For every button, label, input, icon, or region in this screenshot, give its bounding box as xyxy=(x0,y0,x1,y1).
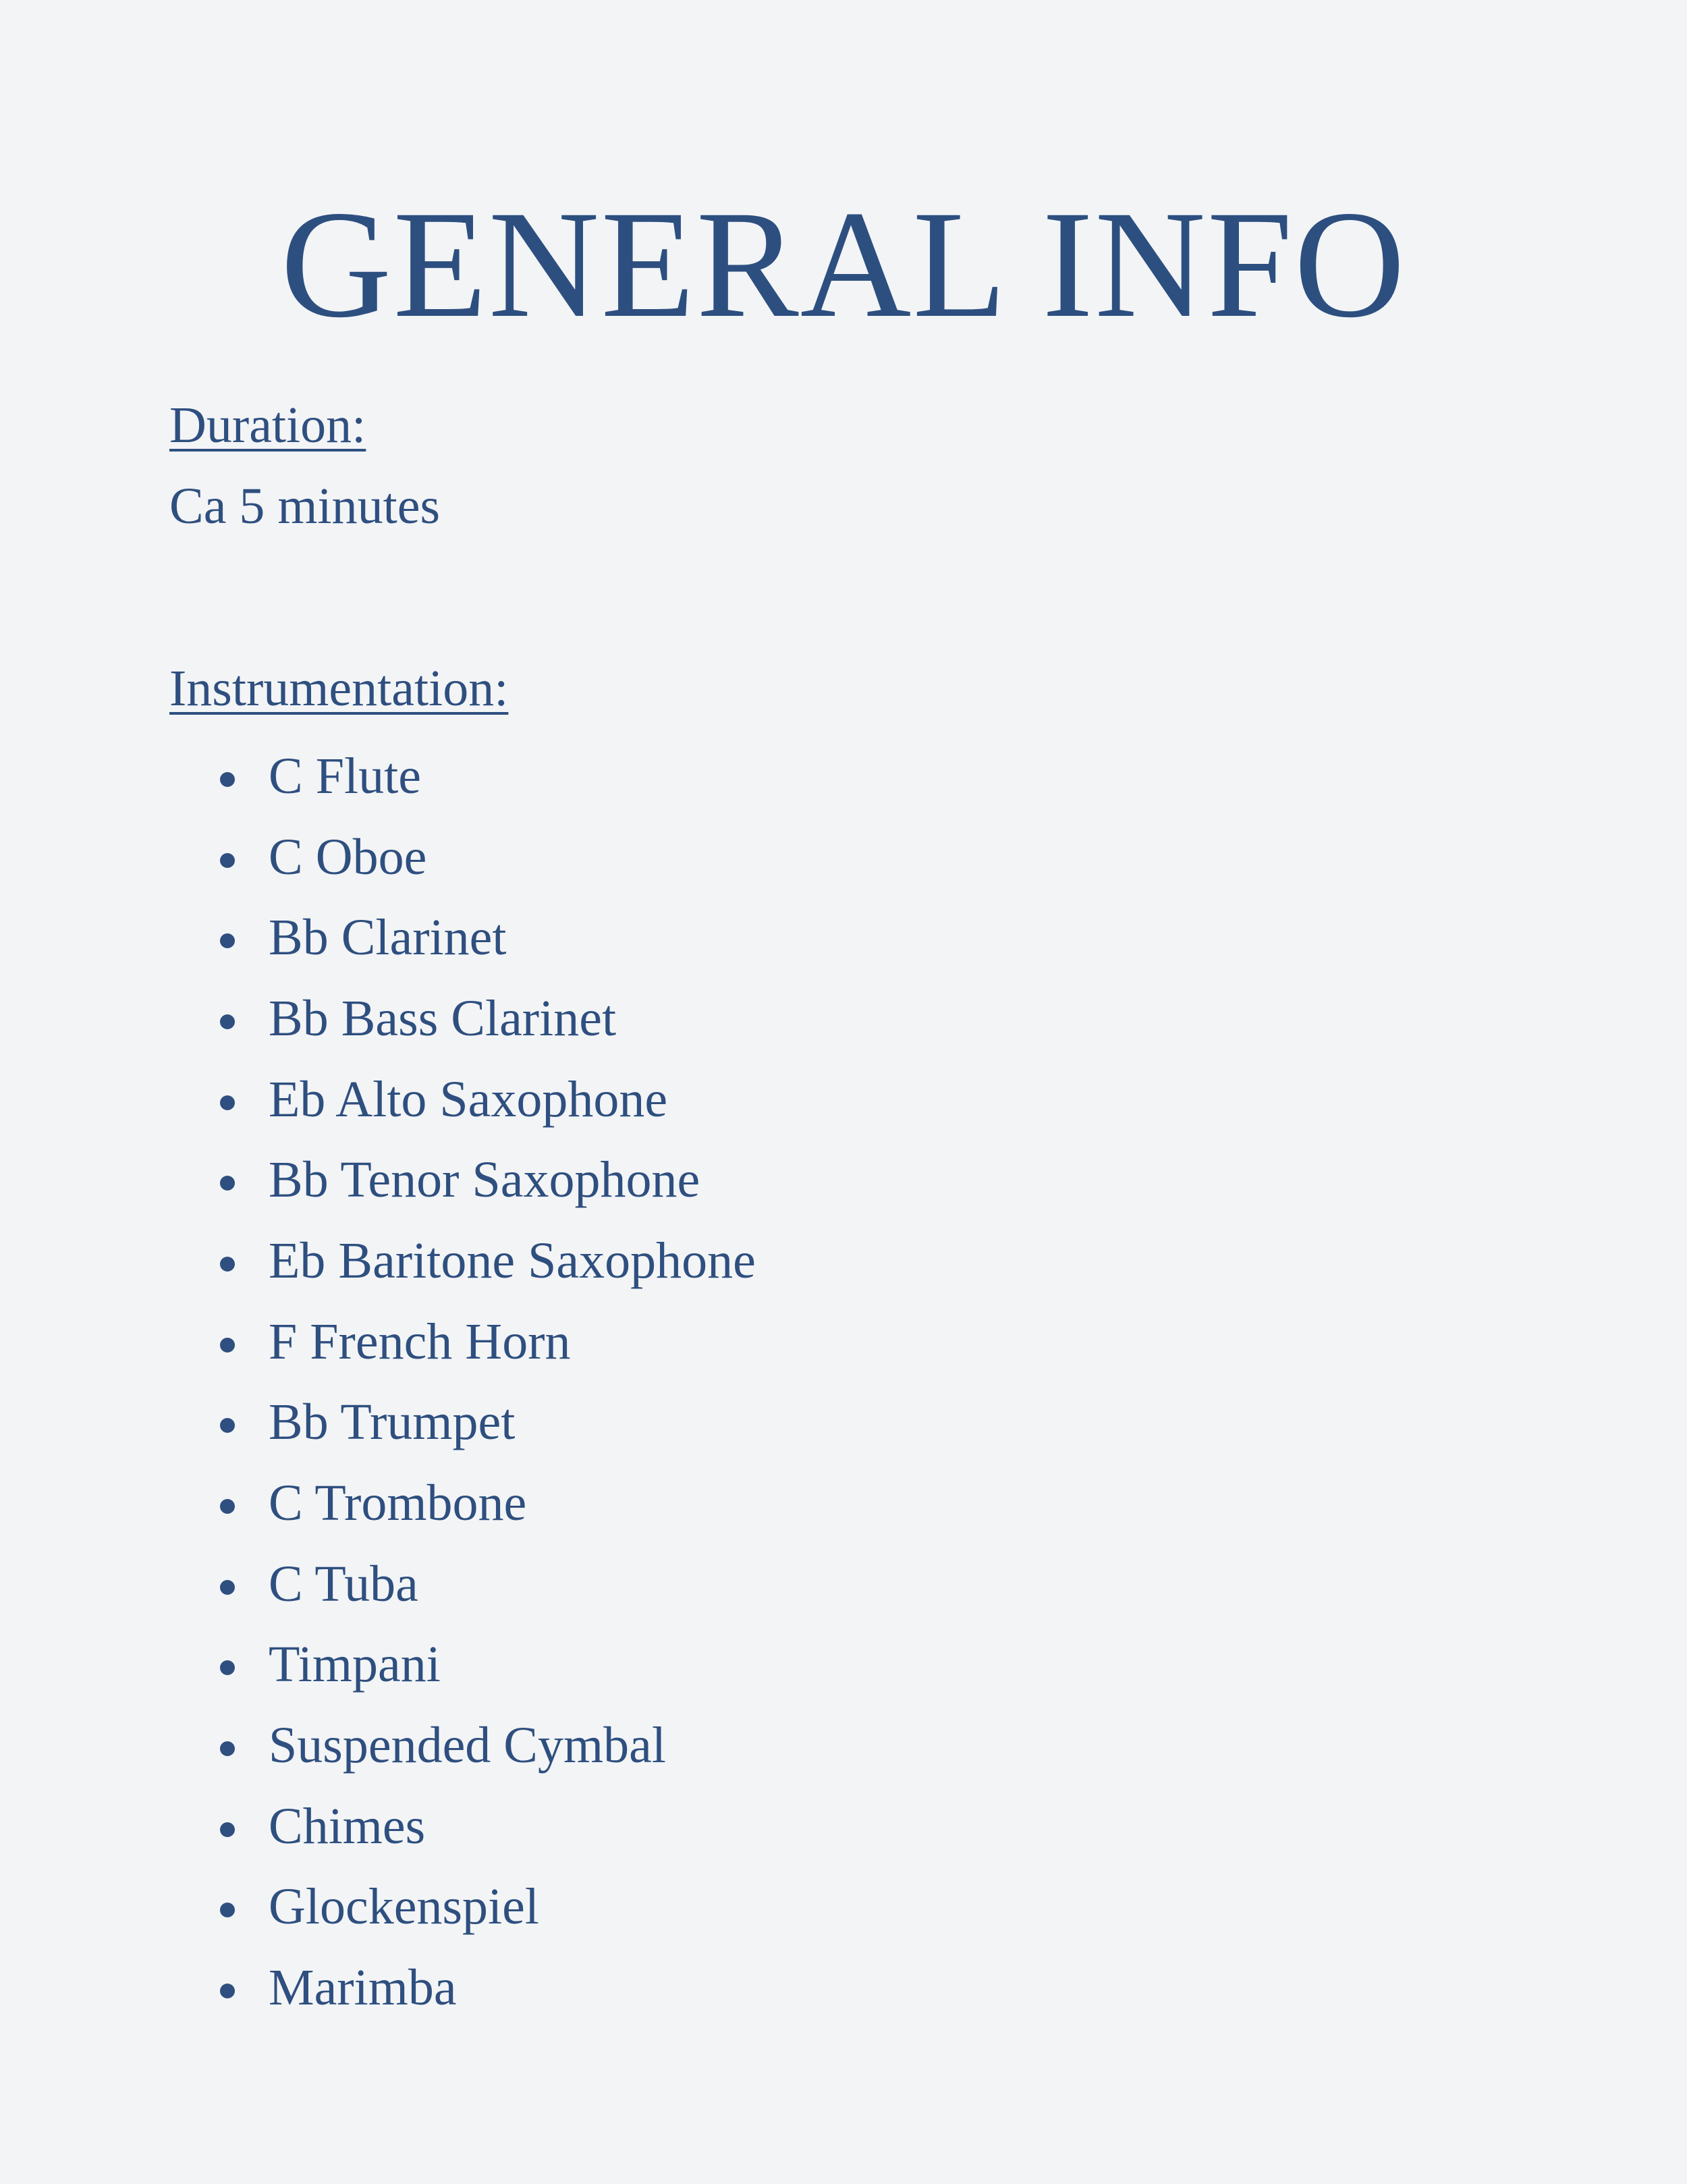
instrument-name: C Trombone xyxy=(269,1475,527,1532)
bullet-dot-icon xyxy=(220,1014,235,1029)
bullet-dot-icon xyxy=(220,1418,235,1433)
duration-label: Duration: xyxy=(169,397,366,454)
bullet-dot-icon xyxy=(220,1257,235,1272)
page-title: GENERAL INFO xyxy=(280,180,1407,350)
instrument-name: C Oboe xyxy=(269,828,427,885)
instrument-name: Bb Clarinet xyxy=(269,909,507,966)
bullet-dot-icon xyxy=(220,1822,235,1837)
instrument-name: Bb Bass Clarinet xyxy=(269,989,617,1047)
bullet-dot-icon xyxy=(220,1660,235,1675)
instrument-name: Chimes xyxy=(269,1797,426,1855)
bullet-dot-icon xyxy=(220,1741,235,1756)
instrument-name: Glockenspiel xyxy=(269,1878,540,1936)
duration-value: Ca 5 minutes xyxy=(169,478,441,535)
instrument-name: C Tuba xyxy=(269,1555,418,1612)
instrument-name: C Flute xyxy=(269,747,421,804)
bullet-dot-icon xyxy=(220,772,235,787)
instrumentation-label: Instrumentation: xyxy=(169,660,509,717)
instrument-name: F French Horn xyxy=(269,1313,571,1370)
bullet-dot-icon xyxy=(220,1984,235,1998)
instrument-name: Bb Trumpet xyxy=(269,1394,516,1451)
instrument-name: Marimba xyxy=(269,1959,457,2017)
instrument-name: Eb Alto Saxophone xyxy=(269,1070,668,1128)
bullet-dot-icon xyxy=(220,933,235,948)
bullet-dot-icon xyxy=(220,1095,235,1110)
instrument-name: Timpani xyxy=(269,1636,441,1693)
bullet-dot-icon xyxy=(220,853,235,868)
bullet-dot-icon xyxy=(220,1903,235,1917)
instrument-name: Suspended Cymbal xyxy=(269,1717,666,1774)
instrument-name: Bb Tenor Saxophone xyxy=(269,1151,700,1209)
bullet-dot-icon xyxy=(220,1176,235,1191)
bullet-dot-icon xyxy=(220,1580,235,1595)
bullet-dot-icon xyxy=(220,1499,235,1514)
bullet-dot-icon xyxy=(220,1338,235,1353)
instrument-name: Eb Baritone Saxophone xyxy=(269,1232,756,1289)
